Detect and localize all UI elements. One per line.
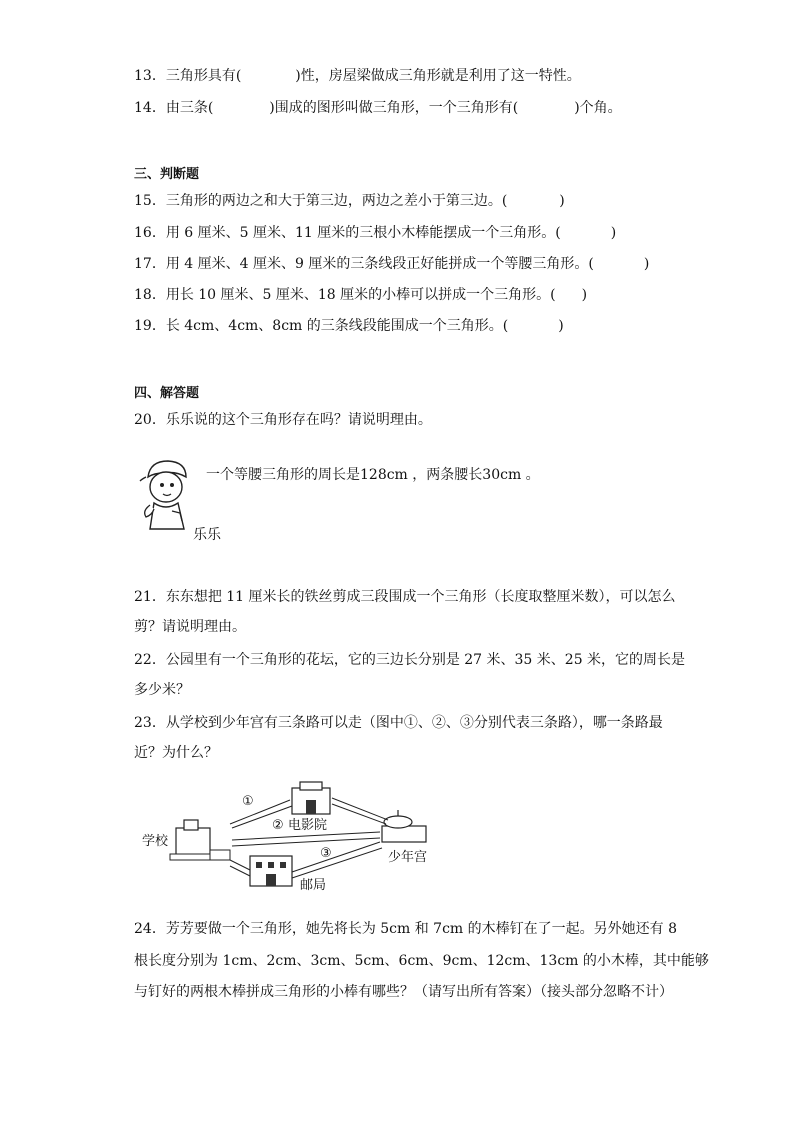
speech-text: 一个等腰三角形的周长是128cm ，两条腰长30cm 。 (206, 467, 540, 483)
post-office-building-icon (250, 856, 292, 886)
cinema-label: 电影院 (288, 818, 328, 833)
route-map (140, 776, 440, 894)
question-24-line-3: 与钉好的两根木棒拼成三角形的小棒有哪些？（请写出所有答案）（接头部分忽略不计） (134, 984, 673, 1000)
question-19: 19．长 4cm、4cm、8cm 的三条线段能围成一个三角形。( ) (134, 318, 564, 334)
question-18: 18．用长 10 厘米、5 厘米、18 厘米的小棒可以拼成一个三角形。( ) (134, 287, 588, 303)
question-15: 15．三角形的两边之和大于第三边，两边之差小于第三边。( ) (134, 193, 565, 209)
question-17: 17．用 4 厘米、4 厘米、9 厘米的三条线段正好能拼成一个等腰三角形。( ) (134, 256, 650, 272)
youth-palace-building-icon (382, 810, 426, 842)
boy-illustration (136, 455, 200, 535)
question-21-line-1: 21．东东想把 11 厘米长的铁丝剪成三段围成一个三角形（长度取整厘米数），可以怎么 (134, 589, 676, 605)
youth-palace-label: 少年宫 (388, 850, 428, 865)
question-22-line-2: 多少米？ (134, 682, 190, 698)
section-answer: 四、解答题 (134, 386, 200, 401)
question-14: 14．由三条( )围成的图形叫做三角形，一个三角形有( )个角。 (134, 100, 622, 116)
route-3-label: ③ (320, 846, 332, 861)
question-24-line-1: 24．芳芳要做一个三角形，她先将长为 5cm 和 7cm 的木棒钉在了一起。另外她还有 8 (134, 921, 678, 937)
question-20: 20．乐乐说的这个三角形存在吗？请说明理由。 (134, 412, 432, 428)
school-building-icon (170, 820, 230, 860)
question-13: 13．三角形具有( )性，房屋梁做成三角形就是利用了这一特性。 (134, 68, 581, 84)
question-22-line-1: 22．公园里有一个三角形的花坛，它的三边长分别是 27 米、35 米、25 米，它的周长是 (134, 652, 686, 668)
question-23-line-2: 近？为什么？ (134, 745, 218, 761)
route-2-label: ② (272, 818, 284, 833)
section-judgement: 三、判断题 (134, 167, 200, 182)
character-name: 乐乐 (193, 527, 221, 543)
question-23-line-1: 23．从学校到少年宫有三条路可以走（图中①、②、③分别代表三条路），哪一条路最 (134, 715, 663, 731)
cinema-building-icon (292, 782, 330, 814)
route-1-label: ① (242, 794, 254, 809)
question-24-line-2: 根长度分别为 1cm、2cm、3cm、5cm、6cm、9cm、12cm、13cm 的小木棒，其中能够 (134, 953, 709, 969)
post-office-label: 邮局 (300, 878, 327, 893)
question-16: 16．用 6 厘米、5 厘米、11 厘米的三根小木棒能摆成一个三角形。( ) (134, 225, 617, 241)
school-label: 学校 (142, 834, 169, 849)
question-21-line-2: 剪？请说明理由。 (134, 619, 246, 635)
